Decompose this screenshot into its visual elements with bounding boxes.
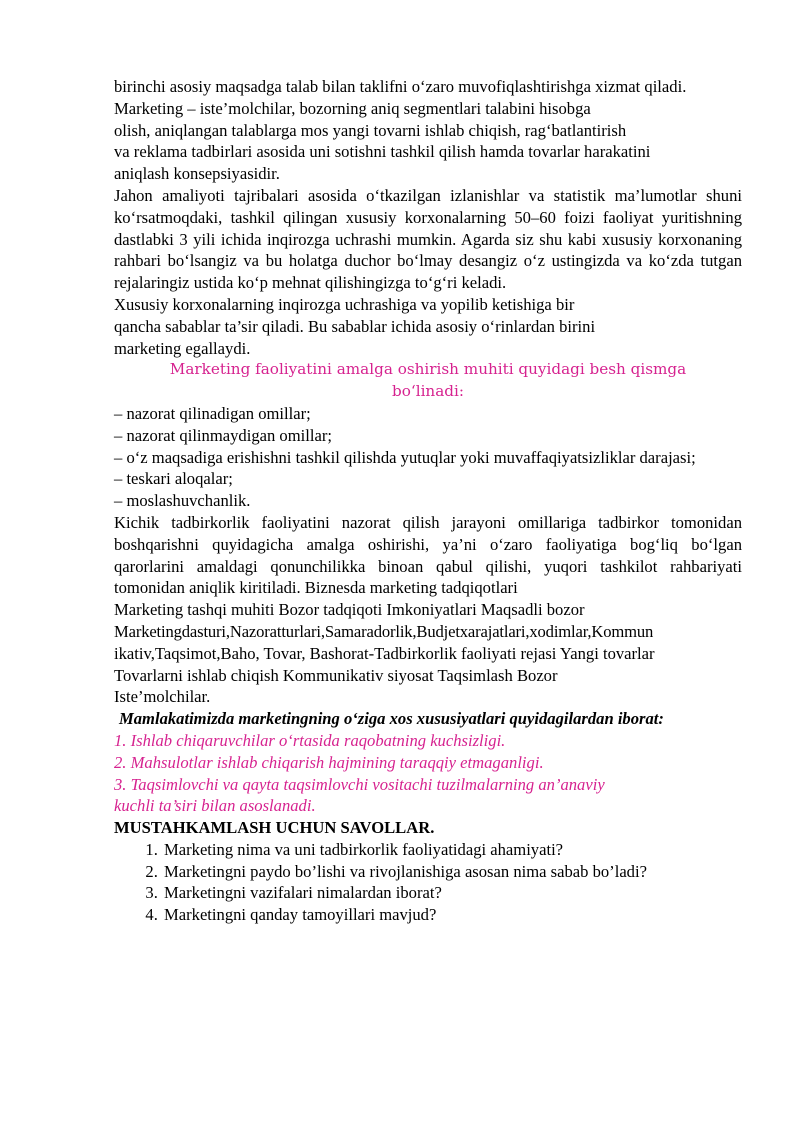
dash-list bbox=[114, 403, 742, 512]
paragraph-marketing-research bbox=[114, 599, 742, 708]
features-heading: Mamlakatimizda marketingning o‘ziga xos xususiyatlari quyidagilardan iborat: bbox=[119, 709, 664, 729]
text-line: Iste’molchilar. bbox=[114, 687, 211, 707]
questions-heading: MUSTAHKAMLASH UCHUN SAVOLLAR. bbox=[114, 818, 435, 838]
text-line: marketing egallaydi. bbox=[114, 338, 251, 358]
question-item: 3. Marketingni vazifalari nimalardan iborat? bbox=[162, 882, 742, 904]
paragraph-world-practice: Jahon amaliyoti tajribalari asosida o‘tkazilgan izlanishlar va statistik ma’lumotlar shuni ko‘rsatmoqdaki, tashkil qilingan xususiy korxonalarning 50–60 foizi faoliyat yuritishning dastlabki 3 yili ichida inqirozga uchrashi mumkin. Agarda siz shu kabi xususiy korxonaning rahbari bo‘lsangiz va bu holatga duchor bo‘lmay desangiz o‘z ustingizda va ko‘zda tutgan rejalaringiz ustida ko‘p mehnat qilishingizga to‘g‘ri keladi. bbox=[114, 185, 742, 293]
text-line: Marketing – iste’molchilar, bozorning aniq segmentlari talabini hisobga bbox=[114, 98, 591, 118]
text-line: Marketingdasturi,Nazoratturlari,Samaradorlik,Budjetxarajatlari,xodimlar,Kommun bbox=[114, 621, 654, 641]
feature-item: 2. Mahsulotlar ishlab chiqarish hajmining taraqqiy etmaganligi. bbox=[114, 752, 544, 772]
questions-list bbox=[114, 839, 742, 926]
question-item: 1. Marketing nima va uni tadbirkorlik faoliyatidagi ahamiyati? bbox=[162, 839, 742, 861]
dash-list-item: – nazorat qilinmaydigan omillar; bbox=[114, 425, 332, 445]
heading-line: Marketing faoliyatini amalga oshirish muhiti quyidagi besh qismga bbox=[169, 360, 687, 379]
question-item: 4. Marketingni qanday tamoyillari mavjud? bbox=[162, 904, 742, 926]
text-line: qancha sabablar ta’sir qiladi. Bu sabablar ichida asosiy o‘rinlardan birini bbox=[114, 316, 596, 336]
dash-list-item: – moslashuvchanlik. bbox=[114, 491, 251, 511]
text-line: Tovarlarni ishlab chiqish Kommunikativ siyosat Taqsimlash Bozor bbox=[114, 665, 558, 685]
question-item: 2. Marketingni paydo bo’lishi va rivojlanishiga asosan nima sabab bo’ladi? bbox=[162, 861, 742, 883]
paragraph-intro: birinchi asosiy maqsadga talab bilan taklifni o‘zaro muvofiqlashtirishga xizmat qiladi. bbox=[114, 77, 687, 96]
heading-line: bo‘linadi: bbox=[392, 382, 464, 401]
features-list bbox=[114, 730, 742, 817]
text-line: olish, aniqlangan talablarga mos yangi tovarni ishlab chiqish, rag‘batlantirish bbox=[114, 120, 627, 140]
dash-list-item: – teskari aloqalar; bbox=[114, 469, 233, 489]
feature-item: 3. Taqsimlovchi va qayta taqsimlovchi vositachi tuzilmalarning an’anaviy bbox=[114, 774, 605, 794]
paragraph-small-business-control: Kichik tadbirkorlik faoliyatini nazorat qilish jarayoni omillariga tadbirkor tomonidan boshqarishni quyidagicha amalga oshirishi, ya’ni o‘zaro faoliyatiga bog‘liq bo‘lgan qarorlarini amaldagi qonunchilikka binoan qabul qilishi, yuqori tashkilot rahbariyati tomonidan aniqlik kiritiladi. Biznesda marketing tadqiqotlari bbox=[114, 512, 742, 598]
dash-list-item: – o‘z maqsadiga erishishni tashkil qilishda yutuqlar yoki muvaffaqiyatsizliklar darajasi; bbox=[114, 447, 696, 467]
text-line: Marketing tashqi muhiti Bozor tadqiqoti Imkoniyatlari Maqsadli bozor bbox=[114, 600, 585, 620]
feature-item: 1. Ishlab chiqaruvchilar o‘rtasida raqobatning kuchsizligi. bbox=[114, 730, 506, 750]
paragraph-crisis-reasons bbox=[114, 294, 742, 359]
text-line: Xususiy korxonalarning inqirozga uchrashiga va yopilib ketishiga bir bbox=[114, 294, 575, 314]
section-heading-environment bbox=[114, 359, 742, 403]
text-line: aniqlash konsepsiyasidir. bbox=[114, 164, 280, 184]
text-line: va reklama tadbirlari asosida uni sotishni tashkil qilish hamda tovarlar harakatini bbox=[114, 142, 651, 162]
document-page bbox=[114, 76, 742, 926]
dash-list-item: – nazorat qilinadigan omillar; bbox=[114, 403, 311, 423]
feature-item: kuchli ta’siri bilan asoslanadi. bbox=[114, 796, 316, 816]
text-line: ikativ,Taqsimot,Baho, Tovar, Bashorat-Tadbirkorlik faoliyati rejasi Yangi tovarlar bbox=[114, 643, 655, 663]
paragraph-marketing-definition bbox=[114, 98, 742, 185]
